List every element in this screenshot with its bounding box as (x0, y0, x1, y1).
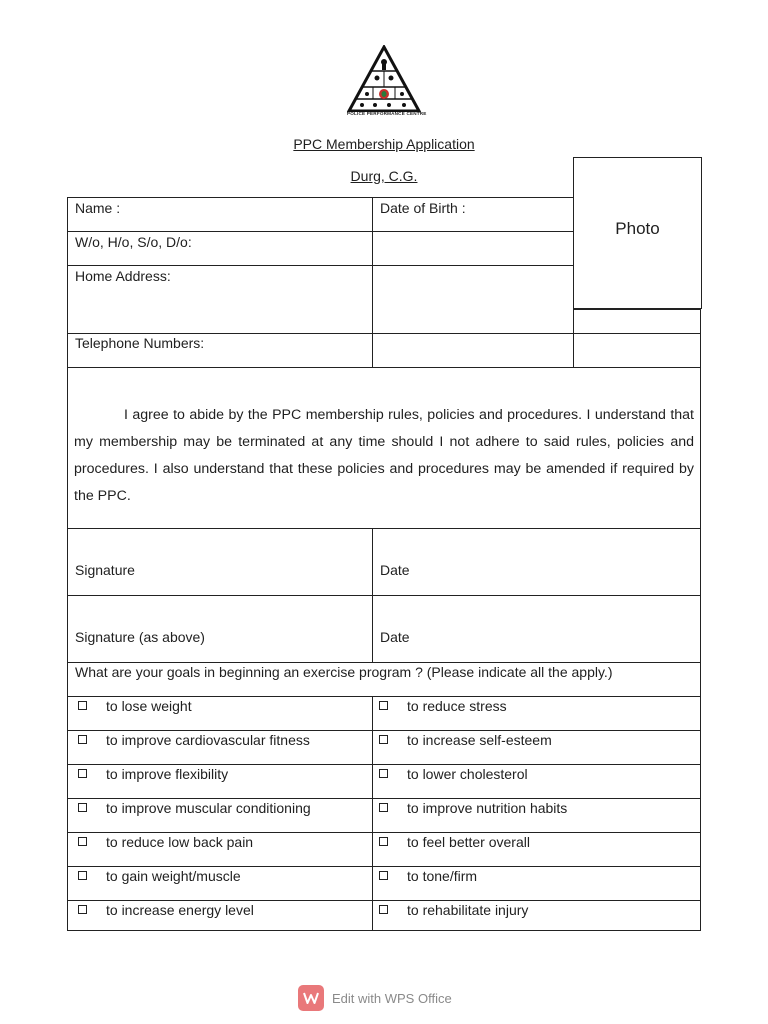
goal-label-right: to feel better overall (407, 834, 530, 850)
page-title: PPC Membership Application (293, 136, 475, 152)
goal-checkbox-left[interactable] (78, 905, 87, 914)
goal-checkbox-left[interactable] (78, 769, 87, 778)
goal-checkbox-right[interactable] (379, 905, 388, 914)
goal-checkbox-right[interactable] (379, 701, 388, 710)
goal-label-right: to increase self-esteem (407, 732, 552, 748)
agreement-text: I agree to abide by the PPC membership rules, policies and procedures. I understand that my membership may be terminated at any time should I not adhere to said rules, policies and procedures. I also understand that these policies and procedures may be amended if required by the PPC. (74, 407, 694, 504)
location-subtitle: Durg, C.G. (350, 168, 418, 184)
goal-label-left: to increase energy level (106, 902, 254, 918)
signature-as-above-label: Signature (as above) (75, 629, 205, 645)
goal-label-right: to reduce stress (407, 698, 507, 714)
goal-label-left: to improve flexibility (106, 766, 229, 782)
logo-caption: POLICE PERFORMANCE CENTRE (347, 111, 427, 116)
goal-label-right: to lower cholesterol (407, 766, 528, 782)
goal-label-left: to lose weight (106, 698, 192, 714)
goal-checkbox-right[interactable] (379, 803, 388, 812)
goal-label-right: to tone/firm (407, 868, 478, 884)
goal-checkbox-right[interactable] (379, 837, 388, 846)
signature-label: Signature (75, 562, 135, 578)
wps-badge[interactable] (298, 985, 452, 1011)
wps-logo-icon (298, 985, 324, 1011)
goal-checkbox-left[interactable] (78, 735, 87, 744)
name-label: Name : (75, 200, 121, 216)
dob-label: Date of Birth : (380, 200, 466, 216)
photo-label: Photo (615, 219, 660, 238)
goal-checkbox-left[interactable] (78, 837, 87, 846)
goals-question: What are your goals in beginning an exercise program ? (Please indicate all the apply.) (75, 664, 613, 680)
goal-checkbox-left[interactable] (78, 701, 87, 710)
goal-label-right: to improve nutrition habits (407, 800, 568, 816)
telephone-label: Telephone Numbers: (75, 335, 205, 351)
goal-label-left: to gain weight/muscle (106, 868, 241, 884)
agreement-paragraph (74, 402, 694, 510)
goal-label-left: to reduce low back pain (106, 834, 254, 850)
goal-label-right: to rehabilitate injury (407, 902, 529, 918)
goal-checkbox-right[interactable] (379, 871, 388, 880)
relation-label: W/o, H/o, S/o, D/o: (75, 234, 192, 250)
goal-checkbox-right[interactable] (379, 769, 388, 778)
ppc-logo (347, 45, 427, 120)
date-label: Date (380, 562, 410, 578)
date-label-2: Date (380, 629, 410, 645)
goal-checkbox-right[interactable] (379, 735, 388, 744)
goal-label-left: to improve cardiovascular fitness (106, 732, 310, 748)
address-label: Home Address: (75, 268, 171, 284)
goal-checkbox-left[interactable] (78, 871, 87, 880)
photo-box (573, 157, 702, 309)
goal-checkbox-left[interactable] (78, 803, 87, 812)
goal-label-left: to improve muscular conditioning (106, 800, 311, 816)
wps-label: Edit with WPS Office (332, 990, 452, 1006)
